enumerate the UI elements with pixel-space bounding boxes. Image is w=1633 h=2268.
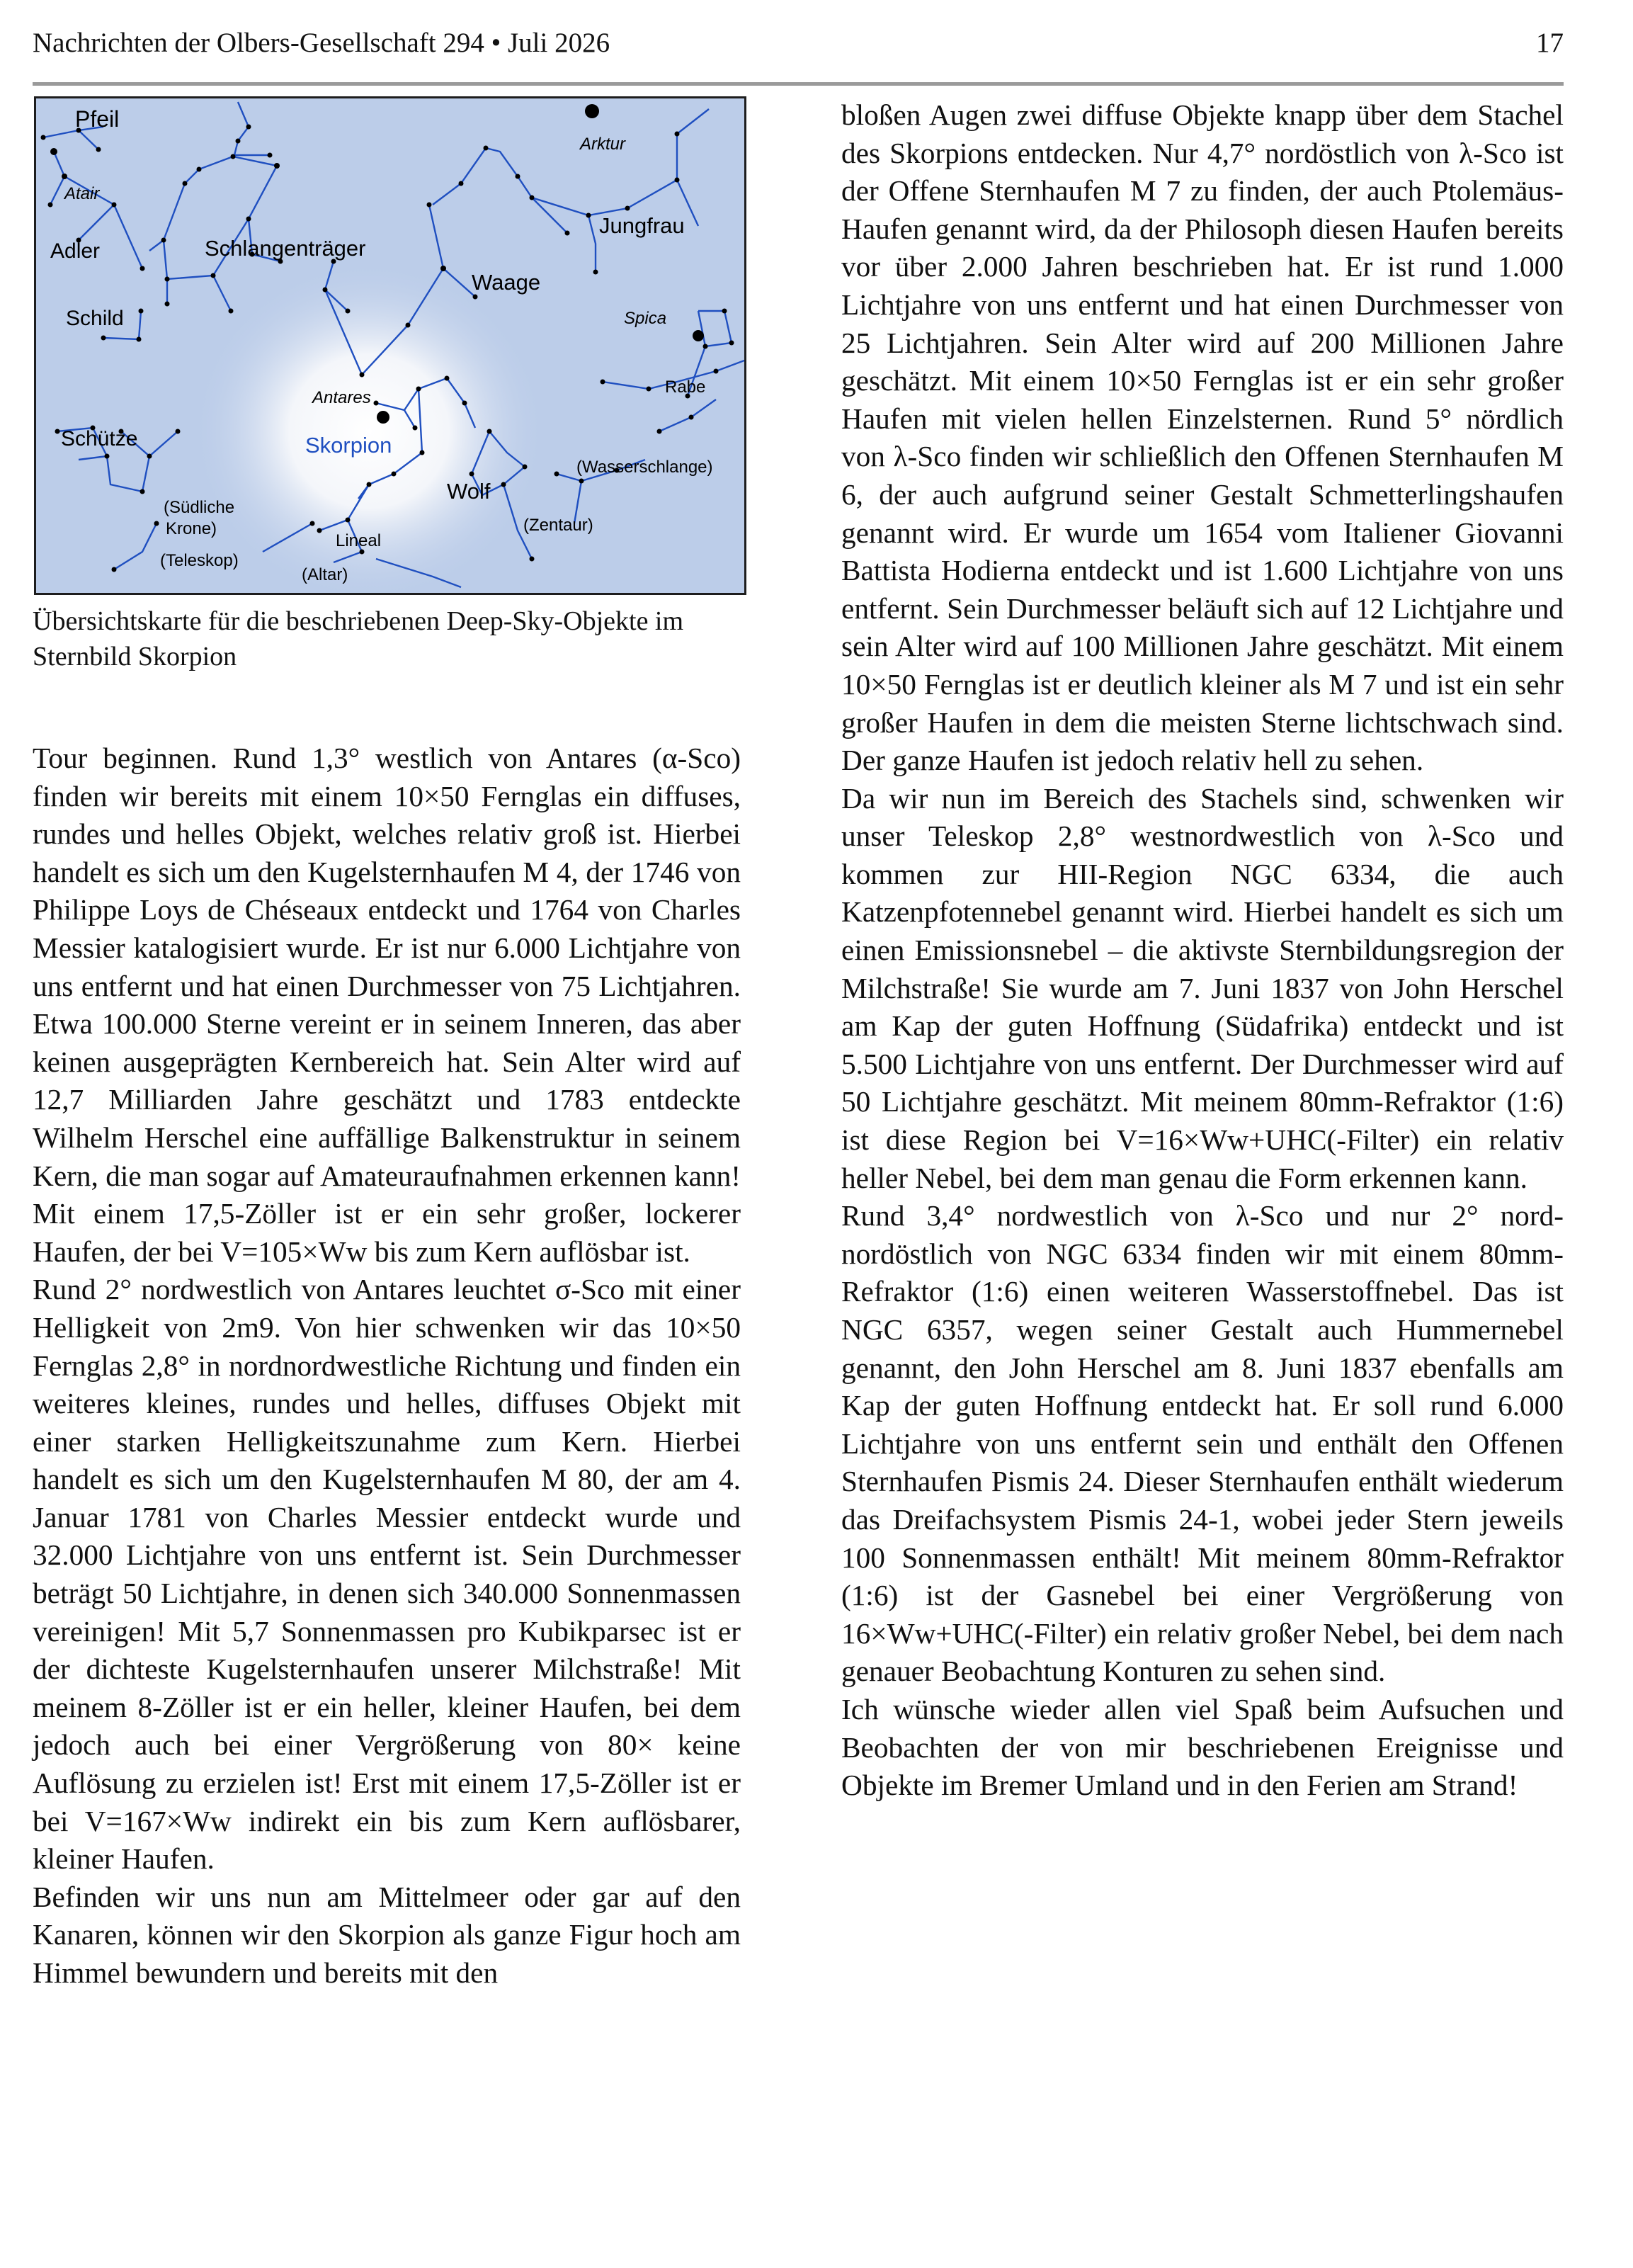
label-zentaur: (Zentaur) [523,516,593,535]
label-atair: Atair [64,184,100,203]
label-suedliche: (Südliche [164,498,235,517]
paragraph: Rund 2° nordwestlich von Antares leuchtet σ-Sco mit einer Helligkeit von 2m9. Von hier schwenken wir das 10×50 Fernglas 2,8° in nordnordwestliche Richtung und finden ein weiteres kleines, rundes und helles, diffuses Objekt mit einer starken Helligkeitszunahme zum Kern. Hierbei handelt es sich um den Kugelsternhaufen M 80, der am 4. Januar 1781 von Charles Messier entdeckt wurde und 32.000 Lichtjahre von uns entfernt ist. Sein Durchmesser beträgt 50 Lichtjahre, in denen sich 340.000 Sonnenmassen vereinigen! Mit 5,7 Sonnenmassen pro Kubikparsec ist er der dichteste Kugelsternhaufen unserer Milchstraße! Mit meinem 8-Zöller ist er ein heller, kleiner Haufen, bei dem jedoch auch bei einer Vergrößerung von 80× keine Auflösung zu erzielen ist! Erst mit einem 17,5-Zöller ist er bei V=167×Ww indirekt ein bis zum Kern auflösbarer, kleiner Haufen. [33,1273,741,1876]
label-arktur: Arktur [580,135,626,154]
label-schild: Schild [66,307,124,330]
paragraph: bloßen Augen zwei diffuse Objekte knapp über dem Stachel des Skorpions entdecken. Nur 4,7° nordöstlich von λ-Sco ist der Offene Sternhaufen M 7 zu finden, der auch Ptolemäus-Haufen genannt wird, da der Philosoph diesen Haufen bereits vor über 2.000 Jahren beschrieben hat. Er ist rund 1.000 Lichtjahre von uns entfernt und hat einen Durchmesser von 25 Lichtjahren. Sein Alter wird auf 200 Millionen Jahre geschätzt. Mit einem 10×50 Fernglas ist er ein sehr großer Haufen mit vielen hellen Einzelsternen. Rund 5° nördlich von λ-Sco finden wir schließlich den Offenen Sternhaufen M 6, der auch aufgrund seiner Gestalt Schmetterlingshaufen genannt wird. Er wurde um 1654 vom Italiener Giovanni Battista Hodierna entdeckt und ist 1.600 Lichtjahre von uns entfernt. Sein Durchmesser beläuft sich auf 12 Lichtjahre und sein Alter wird auf 100 Millionen Jahre geschätzt. Mit einem 10×50 Fernglas ist er deutlich kleiner als M 7 und ist ein sehr großer Haufen in dem die meisten Sterne lichtschwach sind. Der ganze Haufen ist jedoch relativ hell zu sehen. [841,98,1564,777]
label-schlangentraeger: Schlangenträger [205,236,366,261]
label-schuetze: Schütze [61,427,138,450]
right-column [841,96,1564,1805]
journal-title: Nachrichten der Olbers-Gesellschaft 294 • Juli 2026 [33,28,610,58]
label-skorpion: Skorpion [305,433,392,458]
label-jungfrau: Jungfrau [599,213,685,238]
left-column [33,739,741,1992]
label-wolf: Wolf [447,479,491,504]
label-pfeil: Pfeil [75,106,120,132]
label-spica: Spica [624,309,667,328]
label-adler: Adler [50,239,101,263]
label-krone: Krone) [166,519,217,538]
label-wasserschlange: (Wasserschlange) [576,458,713,477]
star-map-figure [34,96,746,595]
paragraph: Befinden wir uns nun am Mittelmeer oder gar auf den Kanaren, können wir den Skorpion als ganze Figur hoch am Himmel bewundern und bereits mit den [33,1880,741,1989]
label-waage: Waage [472,270,541,295]
paragraph: Rund 3,4° nordwestlich von λ-Sco und nur 2° nordnordöstlich von NGC 6334 finden wir mit einem 80mm-Refraktor (1:6) einen weiteren Wasserstoffnebel. Das ist NGC 6357, wegen seiner Gestalt auch Hummernebel genannt, den John Herschel am 8. Juni 1837 ebenfalls am Kap der guten Hoffnung entdeckt hat. Er soll rund 6.000 Lichtjahre von uns entfernt sein und enthält den Offenen Sternhaufen Pismis 24. Dieser Sternhaufen enthält wiederum das Dreifachsystem Pismis 24-1, wobei jeder Stern jeweils 100 Sonnenmassen enthält! Mit meinem 80mm-Refraktor (1:6) ist der Gasnebel bei einer Vergrößerung von 16×Ww+UHC(-Filter) ein relativ großer Nebel, bei dem nach genauer Beobachtung Konturen zu sehen sind. [841,1199,1564,1688]
label-antares: Antares [312,388,371,407]
header-rule [33,82,1564,86]
star-map [36,98,744,593]
label-teleskop: (Teleskop) [160,551,239,570]
label-rabe: Rabe [665,378,706,397]
label-altar: (Altar) [302,565,348,584]
label-lineal: Lineal [336,531,382,550]
running-header [33,21,1564,65]
page-number: 17 [1536,28,1564,58]
paragraph: Tour beginnen. Rund 1,3° westlich von Antares (α-Sco) finden wir bereits mit einem 10×50 Fernglas ein diffuses, rundes und helles Objekt, welches relativ groß ist. Hierbei handelt es sich um den Kugelsternhaufen M 4, der 1746 von Philippe Loys de Chéseaux entdeckt und 1764 von Charles Messier katalogisiert wurde. Er ist nur 6.000 Lichtjahre von uns entfernt und hat einen Durchmesser von 75 Lichtjahren. Etwa 100.000 Sterne vereint er in seinem Inneren, das aber keinen ausgeprägten Kernbereich hat. Sein Alter wird auf 12,7 Milliarden Jahre geschätzt und 1783 entdeckte Wilhelm Herschel eine auffällige Balkenstruktur in seinem Kern, die man sogar auf Amateuraufnahmen erkennen kann! Mit einem 17,5-Zöller ist er ein sehr großer, lockerer Haufen, der bei V=105×Ww bis zum Kern auflösbar ist. [33,742,741,1268]
figure-caption: Übersichtskarte für die beschriebenen Deep-Sky-Objekte im Sternbild Skorpion [33,606,684,671]
paragraph: Da wir nun im Bereich des Stachels sind, schwenken wir unser Teleskop 2,8° westnordwestlich von λ-Sco und kommen zur HII-Region NGC 6334, die auch Katzenpfotennebel genannt wird. Hierbei handelt es sich um einen Emissionsnebel – die aktivste Sternbildungsregion der Milchstraße! Sie wurde am 7. Juni 1837 von John Herschel am Kap der guten Hoffnung (Südafrika) entdeckt und ist 5.500 Lichtjahre von uns entfernt. Der Durchmesser wird auf 50 Lichtjahre geschätzt. Mit meinem 80mm-Refraktor (1:6) ist diese Region bei V=16×Ww+UHC(-Filter) ein relativ heller Nebel, bei dem man genau die Form erkennen kann. [841,781,1564,1194]
paragraph: Ich wünsche wieder allen viel Spaß beim Aufsuchen und Beobachten der von mir beschriebenen Ereignisse und Objekte im Bremer Umland und in den Ferien am Strand! [841,1692,1564,1802]
